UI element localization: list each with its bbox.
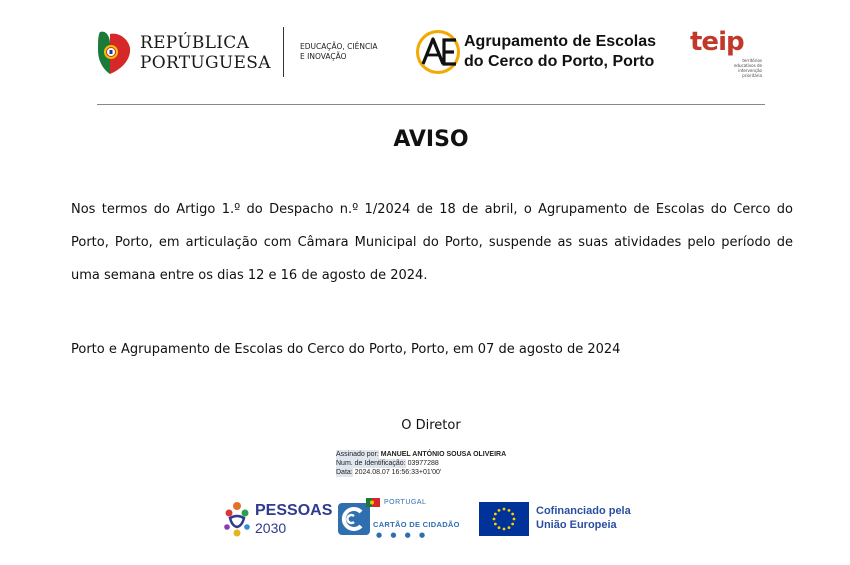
republica-portuguesa-wordmark: REPÚBLICA PORTUGUESA	[140, 33, 271, 73]
eu-star	[508, 526, 511, 529]
cc-country: PORTUGAL	[384, 499, 427, 506]
eu-star	[498, 526, 501, 529]
teip-tagline: territórios educativos de intervenção prioritária	[733, 58, 762, 78]
id-label: Num. de Identificação:	[336, 460, 406, 467]
pessoas-2030-icon	[222, 500, 252, 538]
notice-body	[71, 193, 793, 292]
ministry-name: EDUCAÇÃO, CIÊNCIA E INOVAÇÃO	[300, 42, 378, 61]
notice-body-line: Nos termos do Artigo 1.º do Despacho n.º 1/2024 de 18 de abril, o Agrupamento de Escolas do Cerco do	[71, 202, 793, 217]
place-and-date: Porto e Agrupamento de Escolas do Cerco do Porto, Porto, em 07 de agosto de 2024	[71, 342, 621, 357]
eu-cofinancing: Cofinanciado pela União Europeia	[536, 505, 631, 531]
eu-star	[513, 518, 516, 521]
cc-card-name: CARTÃO DE CIDADÃO	[373, 520, 460, 529]
digital-signature	[336, 450, 506, 477]
eu-star	[498, 509, 501, 512]
notice-body-line: Porto, Porto, em articulação com Câmara Municipal do Porto, suspende as suas atividades pelo período de	[71, 235, 793, 250]
signature-date: 2024.08.07 16:56:33+01'00'	[354, 469, 442, 476]
notice-title: AVISO	[393, 127, 469, 152]
republica-portuguesa-emblem	[96, 30, 132, 76]
portugal-flag-icon	[366, 498, 380, 507]
signed-by-label: Assinado por:	[336, 451, 379, 458]
teip-wordmark: teip	[690, 27, 744, 57]
cc-dots: ● ● ● ●	[376, 531, 429, 539]
eu-star	[508, 509, 511, 512]
eu-flag-icon	[479, 502, 529, 536]
eu-star	[511, 523, 514, 526]
eu-star	[494, 513, 497, 516]
header-divider	[283, 27, 284, 77]
header-rule	[97, 104, 765, 105]
notice-body-line: uma semana entre os dias 12 e 16 de agosto de 2024.	[71, 268, 428, 283]
signatory-title: O Diretor	[401, 418, 461, 433]
school-name: Agrupamento de Escolas do Cerco do Porto, Porto	[464, 33, 657, 70]
teip-logo	[690, 27, 764, 77]
pessoas-year: 2030	[255, 520, 287, 536]
pessoas-wordmark: PESSOAS	[255, 502, 333, 519]
agrupamento-ae-logo	[414, 28, 462, 76]
eu-star	[494, 523, 497, 526]
id-value: 03977288	[407, 460, 439, 467]
eu-star	[503, 528, 506, 531]
eu-star	[493, 518, 496, 521]
eu-star	[511, 513, 514, 516]
eu-star	[503, 508, 506, 511]
cartao-cidadao-icon	[337, 502, 371, 536]
signer-name: MANUEL ANTÓNIO SOUSA OLIVEIRA	[380, 451, 507, 458]
date-label: Data:	[336, 469, 353, 476]
